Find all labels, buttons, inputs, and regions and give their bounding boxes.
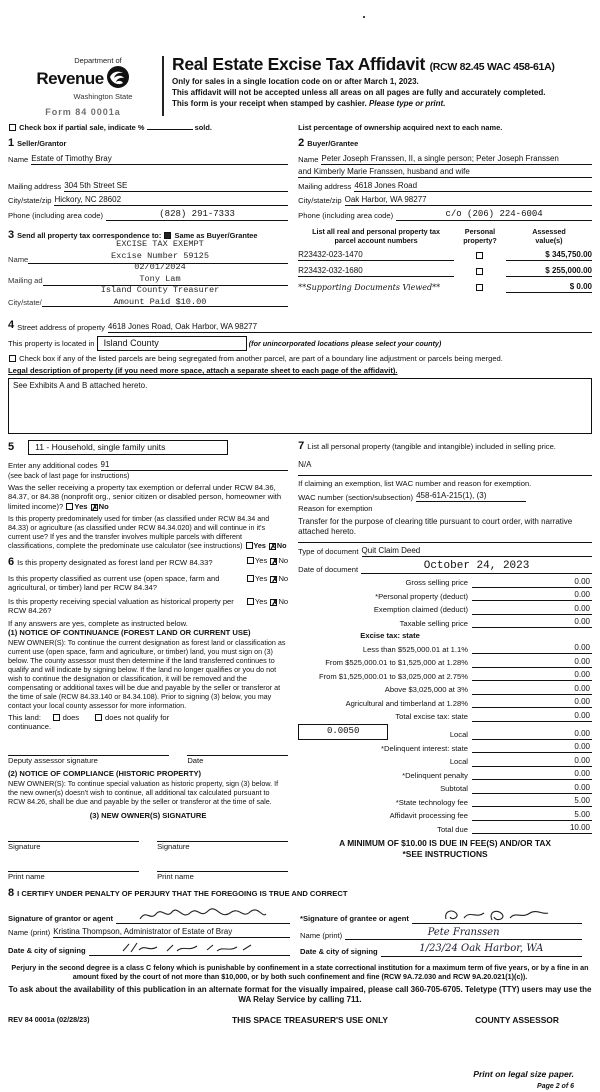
fee-row	[298, 711, 592, 722]
stamp-line-4: Tony Lam	[139, 273, 181, 284]
stamp-line-1: EXCISE TAX EXEMPT	[116, 238, 204, 249]
assessed-value: $ 255,000.00	[506, 266, 592, 277]
legal-description-value: See Exhibits A and B attached hereto.	[13, 380, 148, 390]
deputy-assessor-signature-label: Deputy assessor signature	[8, 755, 98, 765]
buyer-mailing-label: Mailing address	[298, 182, 352, 192]
fee-row	[298, 643, 592, 654]
reason-exemption-label: Reason for exemption	[298, 504, 373, 514]
fee-amount: 5.00	[472, 796, 592, 807]
supporting-docs-checkbox	[476, 284, 483, 291]
local-rate-box: 0.0050	[298, 724, 388, 739]
section-4-number: 4	[8, 318, 15, 331]
parcel-col-header-personal: Personal property?	[463, 226, 497, 245]
partial-sale-percent-blank	[147, 129, 193, 130]
fee-amount: 0.00	[472, 670, 592, 681]
fee-amount: 0.00	[472, 756, 592, 767]
stamp-line-6: Amount Paid $10.00	[113, 296, 207, 307]
timber-agriculture-question: Is this property predominately used for timber (as classified under RCW 84.34 and 84.33) or agriculture (as classified under RCW 84.34.020) and will continue in it's current use? If yes and the transfer involves multiple parcels with different classifications, complete the predominate use calculator (see instructions) Yes ✗No	[8, 514, 287, 552]
seller-heading: Seller/Grantor	[17, 138, 67, 148]
parcel-number: R23432-023-1470	[298, 250, 454, 261]
fee-label: *Delinquent interest: state	[381, 743, 468, 753]
local-rate-row	[298, 724, 592, 739]
owner-print-line-1	[8, 860, 139, 872]
fee-row	[298, 590, 592, 601]
fee-label: Subtotal	[440, 784, 468, 794]
does-not-checkbox	[95, 714, 102, 721]
tax-correspondence-section	[8, 229, 294, 313]
seller-city-value: Hickory, NC 28602	[54, 194, 122, 204]
right-column	[294, 440, 592, 881]
notice-compliance-body: NEW OWNER(S): To continue special valuation as historic property, sign (3) below. If the new owner(s) doesn't wish to continue, all additional tax calculated pursuant to RCW 84.26, shall be due and payable by the seller or transferor at the time of sale.	[8, 778, 279, 806]
dor-logo-block	[8, 54, 158, 118]
fee-amount: 0.00	[472, 617, 592, 628]
fee-row	[298, 796, 592, 807]
located-in-label: This property is located in	[8, 338, 95, 348]
section-3-number: 3	[8, 228, 15, 241]
notice-continuance-title: (1) NOTICE OF CONTINUANCE (FOREST LAND OR CURRENT USE)	[8, 628, 251, 638]
located-in-note: (for unincorporated locations please select your county)	[248, 338, 442, 348]
fee-label: Total due	[437, 824, 468, 834]
fee-amount: 10.00	[472, 823, 592, 834]
fee-label: Less than $525,000.01 at 1.1%	[362, 644, 468, 654]
doc-date-label: Date of document	[298, 564, 359, 574]
land-use-code-box: 11 - Household, single family units	[28, 440, 228, 455]
section-6-number: 6	[8, 556, 15, 569]
corr-mailing-label: Mailing ad	[8, 276, 43, 286]
accessibility-statement: To ask about the availability of this publication in an alternate format for the visually impaired, please call 360-705-6705. Teletype (TTY) users may use the WA Relay Service by calling 711.	[8, 984, 592, 1004]
this-land-line: This land: does does not qualify for continuance.	[8, 712, 170, 732]
header-instruction-1: Only for sales in a single location code on or after March 1, 2023.	[172, 76, 419, 86]
form-title: Real Estate Excise Tax Affidavit (RCW 82.45 WAC 458-61A)	[172, 54, 555, 74]
forest-land-question: Is this property designated as forest land per RCW 84.33?	[17, 558, 213, 568]
owner-signature-label-1: Signature	[8, 842, 41, 852]
owner-signature-label-2: Signature	[157, 842, 190, 852]
parcel-table	[294, 221, 592, 313]
fee-row	[298, 756, 592, 767]
legal-description-box	[8, 378, 592, 434]
doc-type-label: Type of document	[298, 547, 359, 557]
wac-number-value: 458-61A-215(1), (3)	[416, 491, 487, 501]
same-as-buyer-label: Same as Buyer/Grantee	[174, 230, 258, 240]
supporting-docs-row	[298, 282, 592, 293]
grantor-signature-scrawl	[138, 907, 268, 923]
q1-yes-checkbox	[66, 503, 73, 510]
rev-form-number: REV 84 0001a (02/28/23)	[8, 1014, 90, 1024]
fee-label: *Personal property (deduct)	[375, 591, 468, 601]
buyer-phone-label: Phone (including area code)	[298, 211, 394, 221]
treasurer-exempt-stamp	[60, 239, 260, 309]
certification-section	[8, 887, 592, 957]
agency-line2: Revenue	[36, 68, 104, 88]
q2-no-checkbox: ✗	[269, 542, 277, 552]
exemption-deferral-question: Was the seller receiving a property tax exemption or deferral under RCW 84.36, 84.37, or 84.38 (nonprofit org., senior citizen or disabled person, homeowner with limited income)? Yes ✗No	[8, 482, 282, 512]
seller-phone-value: (828) 291-7333	[159, 208, 235, 219]
buyer-city-label: City/state/zip	[298, 196, 342, 206]
seller-mailing-label: Mailing address	[8, 182, 62, 192]
owner-print-label-1: Print name	[8, 871, 45, 881]
fee-row	[298, 670, 592, 681]
land-use-section	[8, 440, 288, 550]
fee-table	[298, 577, 592, 859]
additional-codes-value: 91	[100, 459, 110, 469]
fee-amount: 0.00	[472, 711, 592, 722]
grantor-date-label: Date & city of signing	[8, 946, 86, 956]
fee-row	[298, 577, 592, 588]
grantee-signature-label: *Signature of grantee or agent	[300, 914, 409, 924]
supporting-docs-stamp: **Supporting Documents Viewed**	[298, 282, 441, 292]
notice-compliance-title: (2) NOTICE OF COMPLIANCE (HISTORIC PROPERTY)	[8, 769, 202, 779]
dor-swirl-logo-icon	[106, 65, 130, 91]
designation-section: 6 Is this property designated as forest land per RCW 84.33? Yes ✗No Is this property classified as current use (open space, farm and agricultural, or timber) land per RCW 84.34? Yes ✗No Is this property receiving special valuation as historical property per RCW 84.26? Yes ✗No If any answers are yes, complete as instructed below. (1) NOTICE OF CONTINUANCE (FOREST LAND OR CURRENT USE) NEW OWNER(S): To continue the current designation as forest land or classification as current use (open space, farm and agriculture, or timber) land, you must sign on (3) below. The county assessor must then determine if the land transferred continues to qualify and will indicate by signing below. If the land no longer qualifies or you do not wish to continue the designation or classification, it will be removed and the compensating or additional taxes will be due and payable by the seller or transferor at the time of sale (RCW 84.33.140 or 84.34.108). Prior to signing (3) below, you may contact your local county assessor for more information. This land: does does not qualify for continuance. Deputy assessor signature Date (2) NOTICE OF COMPLIANCE (HISTORIC PROPERTY) NEW OWNER(S): To continue special valuation as historic property, sign (3) below. If the new owner(s) doesn't wish to continue, all additional tax calculated pursuant to RCW 84.26, shall be due and payable by the seller or transferor at the time of sale. (3) NEW OWNER(S) SIGNATURE Signature Signature Print name Print name	[8, 556, 289, 881]
fee-label: From $1,525,000.01 to $3,025,000 at 2.75%	[318, 671, 468, 681]
print-note: Print on legal size paper. Page 2 of 6	[473, 1069, 574, 1091]
wac-number-label: WAC number (section/subsection)	[298, 492, 414, 502]
section-5-number: 5	[8, 440, 15, 453]
grantee-signature-block	[300, 904, 592, 957]
corr-city-label: City/state/	[8, 297, 42, 307]
buyer-city-value: Oak Harbor, WA 98277	[344, 194, 427, 204]
fee-row	[298, 823, 592, 834]
partial-sale-checkbox	[9, 124, 16, 131]
divider	[298, 475, 592, 476]
fee-amount: 0.00	[472, 783, 592, 794]
same-as-buyer-checkbox	[164, 232, 171, 239]
fee-row	[298, 769, 592, 780]
stamp-line-2: Excise Number 59125	[111, 250, 209, 261]
form-number: Form 84 0001a	[45, 107, 121, 118]
minimum-due-note: A MINIMUM OF $10.00 IS DUE IN FEE(S) AND/OR TAX	[339, 838, 552, 849]
doc-date-value: October 24, 2023	[423, 559, 530, 572]
q6a-no-checkbox: ✗	[271, 557, 279, 567]
fee-amount: 0.00	[472, 643, 592, 654]
seller-city-label: City/state/zip	[8, 196, 52, 206]
fee-amount: 0.00	[472, 729, 592, 740]
fee-amount: 0.00	[472, 590, 592, 601]
fee-label: Exemption claimed (deduct)	[373, 605, 468, 615]
grantee-date-label: Date & city of signing	[300, 947, 378, 957]
buyer-name-value-2: and Kimberly Marie Franssen, husband and wife	[298, 166, 470, 176]
if-yes-note: If any answers are yes, complete as instructed below.	[8, 618, 188, 628]
q6c-yes-checkbox	[247, 598, 254, 605]
fee-row	[298, 783, 592, 794]
seller-phone-label: Phone (including area code)	[8, 211, 103, 221]
fee-amount: 0.00	[472, 657, 592, 668]
fee-label: From $525,000.01 to $1,525,000 at 1.28%	[325, 658, 468, 668]
owner-print-label-2: Print name	[157, 871, 194, 881]
codes-note: (see back of last page for instructions)	[8, 470, 130, 480]
seller-name-label: Name	[8, 155, 29, 165]
owner-signature-line-1	[8, 830, 139, 842]
corr-name-label: Name	[8, 254, 29, 264]
header-divider	[162, 56, 164, 116]
grantor-signature-block	[8, 904, 300, 957]
exemption-note: If claiming an exemption, list WAC number and reason for exemption.	[298, 478, 532, 488]
parcel-row	[298, 250, 592, 261]
fee-row	[298, 742, 592, 753]
personal-property-checkbox	[476, 268, 483, 275]
historical-property-question: Is this property receiving special valuation as historical property per RCW 84.26?	[8, 596, 234, 616]
fee-label: Total excise tax: state	[395, 712, 468, 722]
fee-label: Above $3,025,000 at 3%	[384, 685, 468, 695]
fee-label: Gross selling price	[405, 578, 468, 588]
partial-sale-label: Check box if partial sale, indicate %	[19, 123, 145, 133]
owner-print-line-2	[157, 860, 288, 872]
correspondence-label: Send all property tax correspondence to:	[17, 230, 162, 240]
segregated-label: Check box if any of the listed parcels are being segregated from another parcel, are part of a boundary line adjustment or parcels being merged.	[19, 353, 503, 363]
grantor-print-label: Name (print)	[8, 928, 51, 938]
fee-label: Taxable selling price	[399, 618, 468, 628]
q6b-no-checkbox: ✗	[271, 574, 279, 584]
fee-amount: 5.00	[472, 810, 592, 821]
excise-tax-state-header: Excise tax: state	[360, 631, 420, 641]
perjury-statement: Perjury in the second degree is a class C felony which is punishable by confinement in a state correctional institution for a maximum term of five years, or by a fine in an amount fixed by the court of not more than $10,000, or by both such confinement and fine (RCW 9A.72.030 and RCW 9A.20.021(1)(c)).	[11, 962, 589, 981]
seller-name-value: Estate of Timothy Bray	[31, 153, 112, 163]
fee-row	[298, 684, 592, 695]
see-instructions-note: *SEE INSTRUCTIONS	[402, 848, 488, 859]
personal-property-value: N/A	[298, 459, 312, 469]
fee-amount: 0.00	[472, 684, 592, 695]
fee-row	[298, 617, 592, 628]
does-checkbox	[53, 714, 60, 721]
county-assessor-label: COUNTY ASSESSOR	[475, 1014, 559, 1025]
personal-property-section	[298, 440, 592, 574]
header-instruction-3: This form is your receipt when stamped by cashier. Please type or print.	[172, 98, 446, 108]
new-owners-signature-title: (3) NEW OWNER(S) SIGNATURE	[89, 810, 207, 820]
fee-amount: 0.00	[472, 604, 592, 615]
fee-label: *State technology fee	[395, 797, 468, 807]
stamp-line-3: 02/01/2024	[134, 262, 186, 273]
parcel-number: R23432-032-1680	[298, 266, 454, 277]
owner-signature-line-2	[157, 830, 288, 842]
legal-description-label: Legal description of property (if you need more space, attach a separate sheet to each page of the affidavit).	[8, 366, 398, 376]
seller-mailing-value: 304 5th Street SE	[64, 180, 128, 190]
fee-label: *Delinquent penalty	[402, 770, 468, 780]
buyer-section	[294, 137, 592, 221]
fee-row	[298, 697, 592, 708]
fee-row	[298, 657, 592, 668]
q6a-yes-checkbox	[247, 557, 254, 564]
buyer-heading: Buyer/Grantee	[307, 138, 359, 148]
fee-label: Agricultural and timberland at 1.28%	[345, 698, 468, 708]
deputy-assessor-signature-line	[8, 744, 169, 756]
deputy-date-line	[187, 744, 288, 756]
county-select: Island County	[97, 336, 247, 351]
partial-sale-line	[8, 123, 294, 132]
segregated-checkbox	[9, 355, 16, 362]
q2-yes-checkbox	[246, 542, 253, 549]
grantor-signature-label: Signature of grantor or agent	[8, 914, 114, 924]
seller-section	[8, 137, 294, 221]
assessed-value: $ 345,750.00	[506, 250, 592, 261]
fee-row	[298, 810, 592, 821]
reason-exemption-value: Transfer for the purpose of clearing title pursuant to court order, with narrative attached hereto.	[298, 516, 573, 536]
section-7-number: 7	[298, 439, 305, 452]
fee-label: Affidavit processing fee	[389, 811, 468, 821]
fee-label: Local	[449, 757, 468, 767]
parcel-col-header-numbers: List all real and personal property tax parcel account numbers	[312, 226, 440, 245]
fee-row	[298, 604, 592, 615]
grantee-date-value: 1/23/24 Oak Harbor, WA	[419, 943, 544, 955]
partial-sale-label-post: sold.	[194, 123, 212, 133]
stamp-line-5: Island County Treasurer	[100, 285, 220, 296]
fee-amount: 0.00	[472, 697, 592, 708]
q6b-yes-checkbox	[247, 575, 254, 582]
form-title-rcw: (RCW 82.45 WAC 458-61A)	[429, 61, 555, 73]
section-1-number: 1	[8, 136, 15, 149]
q1-no-checkbox: ✗	[91, 502, 99, 512]
grantee-print-label: Name (print)	[300, 930, 343, 940]
grantor-print-value: Kristina Thompson, Administrator of Estate of Bray	[53, 926, 233, 936]
supporting-docs-value: $ 0.00	[506, 282, 592, 293]
buyer-mailing-value: 4618 Jones Road	[354, 180, 418, 190]
grantee-signature-scrawl	[442, 907, 552, 923]
property-location-section	[8, 319, 592, 434]
header-instruction-2: This affidavit will not be accepted unless all areas on all pages are fully and accurately completed.	[172, 87, 546, 97]
fee-amount: 0.00	[472, 769, 592, 780]
grantor-date-scrawl	[119, 941, 259, 955]
grantee-print-value: Pete Franssen	[427, 926, 500, 938]
fee-label: Local	[449, 730, 468, 740]
agency-line1: Department of	[74, 56, 122, 65]
current-use-question: Is this property classified as current use (open space, farm and agricultural, or timber) land per RCW 84.34?	[8, 573, 220, 593]
personal-property-checkbox	[476, 252, 483, 259]
agency-line3: Washington State	[73, 91, 133, 101]
left-column	[8, 440, 294, 881]
street-address-label: Street address of property	[17, 323, 105, 333]
additional-codes-label: Enter any additional codes	[8, 461, 98, 471]
section-8-number: 8	[8, 887, 15, 900]
divider	[298, 542, 592, 543]
notice-continuance-body: NEW OWNER(S): To continue the current designation as forest land or classification as current use (open space, farm and agriculture, or timber) land, you must sign on (3) below. The county assessor must then determine if the land transferred continues to qualify and will indicate by signing below. If the land no longer qualifies or you do not wish to continue the designation or classification, it will be removed and the compensating or additional taxes will be due and payable by the seller or transferor at the time of sale (RCW 84.33.140 or 84.34.108). Prior to signing (3) below, you may contact your local county assessor for more information.	[8, 637, 286, 710]
buyer-phone-value: c/o (206) 224-6004	[445, 208, 543, 219]
parcel-col-header-assessed: Assessed value(s)	[532, 226, 566, 245]
certify-statement: I CERTIFY UNDER PENALTY OF PERJURY THAT THE FOREGOING IS TRUE AND CORRECT	[17, 889, 348, 899]
footer-row	[8, 1015, 592, 1026]
doc-type-value: Quit Claim Deed	[361, 545, 421, 555]
treasurer-use-label: THIS SPACE TREASURER'S USE ONLY	[231, 1014, 389, 1025]
form-header	[8, 54, 592, 118]
fee-amount: 0.00	[472, 742, 592, 753]
parcel-row	[298, 266, 592, 277]
buyer-name-label: Name	[298, 155, 319, 165]
section-2-number: 2	[298, 136, 305, 149]
ownership-note: List percentage of ownership acquired next to each name.	[298, 123, 503, 133]
q6c-no-checkbox: ✗	[271, 597, 279, 607]
street-address-value: 4618 Jones Road, Oak Harbor, WA 98277	[107, 321, 258, 331]
scan-artifact-dot	[363, 16, 365, 18]
buyer-name-value-1: Peter Joseph Franssen, II, a single person; Peter Joseph Franssen	[321, 153, 559, 163]
deputy-date-label: Date	[187, 755, 204, 765]
page-number: Page 2 of 6	[537, 1083, 574, 1091]
fee-amount: 0.00	[472, 577, 592, 588]
personal-property-intro: List all personal property (tangible and intangible) included in selling price.	[307, 441, 556, 451]
